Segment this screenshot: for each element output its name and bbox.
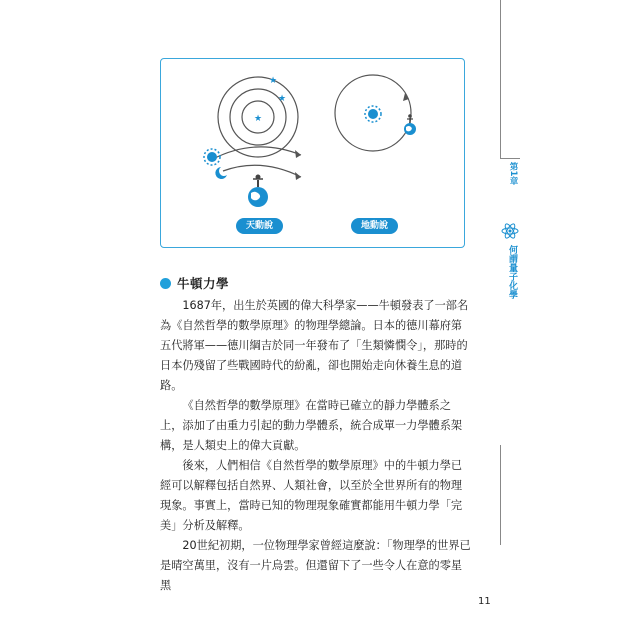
heliocentric-label: 地動說 — [351, 218, 398, 234]
outer-star-icon: ★ — [269, 76, 278, 86]
center-star-icon: ★ — [254, 114, 263, 124]
cosmology-diagram — [161, 59, 466, 249]
side-rule-top — [500, 0, 501, 158]
sun-icon — [365, 106, 381, 122]
section-heading — [160, 275, 229, 291]
chapter-label: 第1章 — [508, 162, 518, 185]
paragraph: 《自然哲學的數學原理》在當時已確立的靜力學體系之上，添加了由重力引起的動力學體系，統合成單一力學體系架構，是人類史上的偉大貢獻。 — [160, 399, 463, 452]
earth-with-person-icon — [404, 114, 416, 135]
middle-star-icon: ★ — [278, 94, 287, 104]
earth-with-person-icon — [248, 175, 268, 208]
side-rule-bottom — [500, 445, 501, 545]
geocentric-label: 天動說 — [236, 218, 283, 234]
side-rule-tick — [500, 158, 520, 159]
chapter-title: 何謂量子化學 — [507, 245, 517, 299]
section-title: 牛頓力學 — [177, 276, 230, 291]
moon-path — [223, 165, 301, 177]
paragraph: 後來，人們相信《自然哲學的數學原理》中的牛頓力學已經可以解釋包括自然界、人類社會，以至於全世界所有的物理現象。事實上，當時已知的物理現象確實都能用牛頓力學「完美」分析及解釋。 — [160, 459, 463, 532]
atom-icon — [500, 222, 520, 240]
paragraph: 1687年，出生於英國的偉大科學家——牛頓發表了一部名為《自然哲學的數學原理》的物理學總論。日本的德川幕府第五代將軍——德川綱吉於同一年發布了「生類憐憫令」，那時的日本仍殘留了些戰國時代的紛亂，卻也開始走向休養生息的道路。 — [160, 299, 469, 392]
body-text — [160, 296, 472, 596]
section-bullet-icon — [160, 278, 171, 289]
paragraph: 20世紀初期，一位物理學家曾經這麼說：「物理學的世界已是晴空萬里，沒有一片烏雲。但還留下了一些令人在意的零星黑 — [160, 539, 471, 592]
moon-icon — [215, 167, 227, 179]
figure-frame — [160, 58, 465, 248]
page-number: 11 — [478, 596, 491, 607]
